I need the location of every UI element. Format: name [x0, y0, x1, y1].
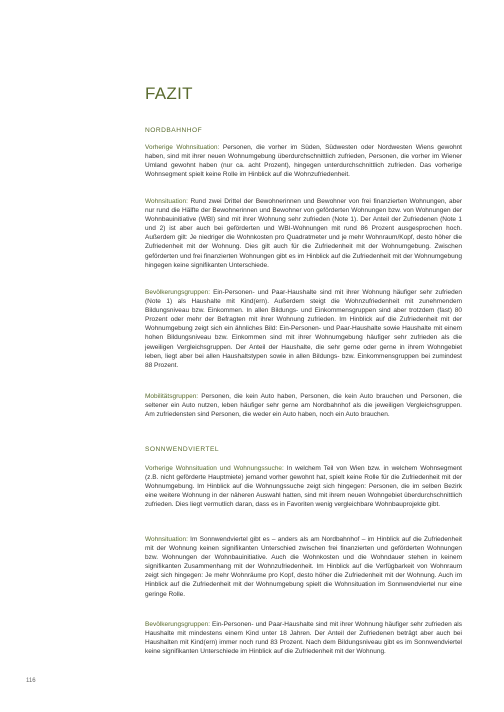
paragraph-bevoelkerungsgruppen	[145, 288, 462, 370]
paragraph-lead: Bevölkerungsgruppen:	[145, 289, 211, 296]
paragraph-lead: Wohnsituation:	[145, 536, 188, 543]
paragraph-vorherige-wohnsituation	[145, 143, 462, 179]
paragraph-lead: Vorherige Wohnsituation und Wohnungssuche:	[145, 465, 284, 472]
page-title: FAZIT	[145, 84, 193, 103]
paragraph-text: Ein-Personen- und Paar-Haushalte sind mit ihrer Wohnung häufiger sehr zufrieden (Note 1) als Haushalte mit Kind(ern). Außerdem steigt die Wohnzufriedenheit mit zunehmendem Bildungsniveau bzw. Einkommen. In allen Bildungs- und Einkommensgruppen sind aber trotzdem (fast) 80 Prozent oder mehr der Befragten mit ihrer Wohnung zufrieden. Im Hinblick auf die Zufriedenheit mit der Wohnumgebung zeigt sich ein ähnliches Bild: Ein-Personen- und Paar-Haushalte sowie Haushalte mit einem hohen Bildungsniveau bzw. Einkommen sind mit ihrer Wohnumgebung häufiger sehr zufrieden als die jeweiligen Vergleichsgruppen. Der Anteil der Haushalte, die sehr gerne oder gerne in ihrem Wohngebiet leben, liegt aber bei allen Haushaltstypen sowie in allen Bildungs- bzw. Einkommensgruppen bei zumindest 88 Prozent.	[145, 289, 462, 369]
page-number: 116	[26, 678, 36, 684]
paragraph-mobilitaetsgruppen	[145, 392, 462, 419]
paragraph-text: Ein-Personen- und Paar-Haushalte sind mit ihrer Wohnung häufiger sehr zufrieden als Haushalte mit mindestens einem Kind unter 18 Jahren. Der Anteil der Zufriedenen beträgt aber auch bei Haushalten mit Kind(ern) immer noch rund 83 Prozent. Nach dem Bildungsniveau gibt es im Sonnwendviertel keine signifikanten Unterschiede im Hinblick auf die Zufriedenheit mit der Wohnung.	[145, 621, 462, 656]
paragraph-lead: Vorherige Wohnsituation:	[145, 144, 220, 151]
section-heading-nordbahnhof: NORDBAHNHOF	[145, 127, 203, 134]
paragraph-lead: Wohnsituation:	[145, 198, 188, 205]
paragraph-text: Personen, die kein Auto haben, Personen, die kein Auto brauchen und Personen, die seltener ein Auto nutzen, leben häufiger sehr gerne am Nordbahnhof als die jeweiligen Vergleichsgruppen. Am zufriedensten sind Personen, die weder ein Auto haben, noch ein Auto brauchen.	[145, 393, 462, 419]
paragraph-text: Im Sonnwendviertel gibt es – anders als am Nordbahnhof – im Hinblick auf die Zufriedenheit mit der Wohnung keinen signifikanten Unterschied zwischen frei finanzierten und geförderten Wohnungen bzw. Wohnungen der Wohnbauinitiative. Auch die Wohnkosten und die Wohndauer stehen in keinem signifikanten Zusammenhang mit der Wohnzufriedenheit. Im Hinblick auf die Verfügbarkeit von Wohnraum zeigt sich hingegen: Je mehr Wohnräume pro Kopf, desto höher die Zufriedenheit mit der Wohnung. Auch im Hinblick auf die Zufriedenheit mit der Wohnumgebung spielt die Wohnsituation im Sonnwendviertel nur eine geringe Rolle.	[145, 536, 462, 598]
paragraph-wohnsituation	[145, 197, 462, 270]
paragraph-text: In welchem Teil von Wien bzw. in welchem Wohnsegment (z.B. nicht geförderte Hauptmiete) jemand vorher gewohnt hat, spielt keine Rolle für die Zufriedenheit mit der Wohnumgebung. Im Hinblick auf die Wohnungssuche zeigt sich hingegen: Personen, die im selben Bezirk eine weitere Wohnung in der näheren Auswahl hatten, sind mit ihrem neuen Wohngebiet überdurchschnittlich zufrieden. Dies liegt vermutlich daran, dass es in Favoriten wenig vergleichbare Wohnbauprojekte gibt.	[145, 465, 462, 509]
paragraph-wohnsituation	[145, 535, 462, 599]
paragraph-lead: Mobilitätsgruppen:	[145, 393, 199, 400]
paragraph-vorherige-wohnsituation-und-wohnungssuche	[145, 464, 462, 509]
paragraph-lead: Bevölkerungsgruppen:	[145, 621, 211, 628]
paragraph-bevoelkerungsgruppen	[145, 620, 462, 656]
section-heading-sonnwendviertel: SONNWENDVIERTEL	[145, 446, 220, 453]
paragraph-text: Personen, die vorher im Süden, Südwesten oder Nordwesten Wiens gewohnt haben, sind mit ihrer neuen Wohnumgebung überdurchschnittlich zufrieden, Personen, die vorher im Wiener Umland gewohnt haben (nur ca. acht Prozent), hingegen unterdurchschnittlich zufrieden. Das vorherige Wohnsegment spielt keine Rolle im Hinblick auf die Wohnzufriedenheit.	[145, 144, 462, 179]
paragraph-text: Rund zwei Drittel der Bewohnerinnen und Bewohner von frei finanzierten Wohnungen, aber nur rund die Hälfte der Bewohnerinnen und Bewohner von geförderten Wohnungen bzw. von Wohnungen der Wohnbauinitiative (WBI) sind mit ihrer Wohnung sehr zufrieden (Note 1). Der Anteil der Zufriedenen (Note 1 und 2) ist aber auch bei geförderten und WBI-Wohnungen mit rund 86 Prozent ausgesprochen hoch. Außerdem gilt: Je niedriger die Wohnkosten pro Quadratmeter und je mehr Wohnraum/Kopf, desto höher die Zufriedenheit mit der Wohnung. Dies gilt auch für die Zufriedenheit mit der Wohnumgebung. Zwischen geförderten und frei finanzierten Wohnungen gibt es im Hinblick auf die Zufriedenheit mit der Wohnumgebung hingegen keine signifikanten Unterschiede.	[145, 198, 462, 269]
